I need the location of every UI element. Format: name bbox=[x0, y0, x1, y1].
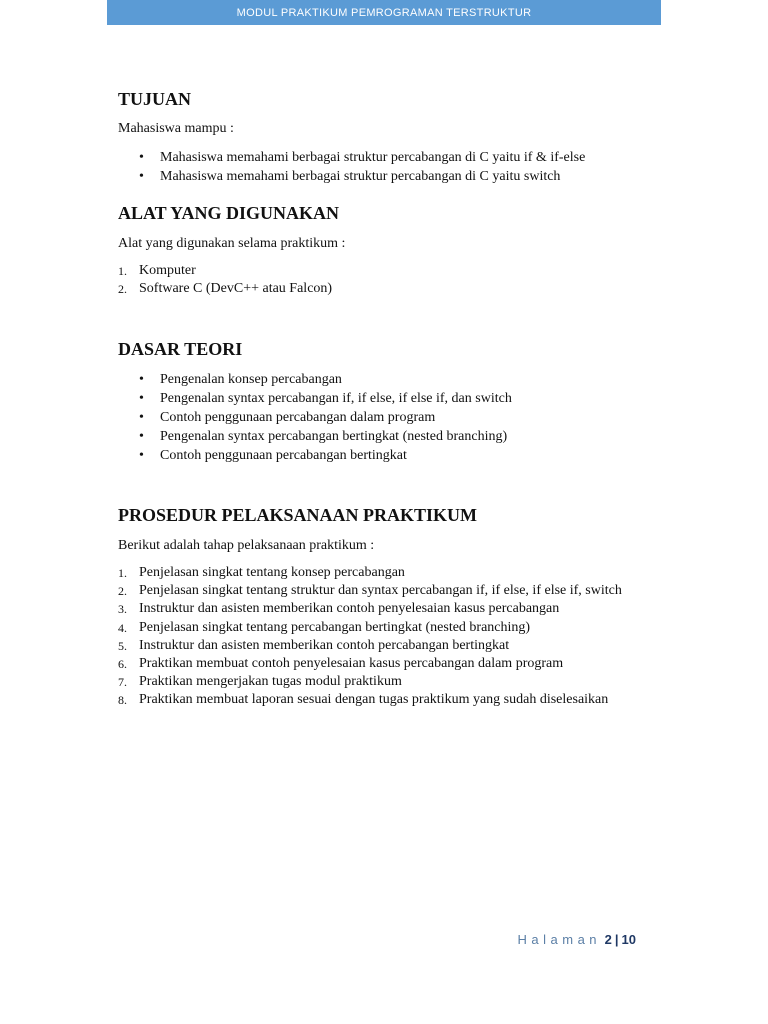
prosedur-intro: Berikut adalah tahap pelaksanaan praktikum : bbox=[118, 538, 375, 553]
alat-list bbox=[118, 262, 332, 298]
tujuan-list bbox=[118, 148, 585, 186]
list-item: 1. Penjelasan singkat tentang konsep percabangan bbox=[118, 565, 405, 580]
list-item: 5. Instruktur dan asisten memberikan contoh percabangan bertingkat bbox=[118, 637, 510, 653]
heading-dasar-teori: DASAR TEORI bbox=[118, 339, 243, 359]
list-item: • Contoh penggunaan percabangan dalam program bbox=[118, 408, 512, 427]
tujuan-intro: Mahasiswa mampu : bbox=[118, 121, 234, 136]
list-item: • Mahasiswa memahami berbagai struktur percabangan di C yaitu switch bbox=[118, 167, 585, 186]
footer-page-total: 10 bbox=[621, 932, 636, 947]
footer-separator: | bbox=[614, 932, 619, 947]
dasar-list bbox=[118, 370, 512, 465]
alat-intro: Alat yang digunakan selama praktikum : bbox=[118, 236, 346, 251]
heading-alat: ALAT YANG DIGUNAKAN bbox=[118, 203, 340, 223]
list-item: 2. Software C (DevC++ atau Falcon) bbox=[118, 281, 333, 297]
list-item: 8. Praktikan membuat laporan sesuai dengan tugas praktikum yang sudah diselesaikan bbox=[118, 692, 609, 708]
list-item: 1. Komputer bbox=[118, 263, 196, 278]
prosedur-list bbox=[118, 564, 622, 710]
footer-page-word: Halaman bbox=[517, 932, 602, 947]
page-footer bbox=[518, 932, 637, 947]
footer-page-number: 2 bbox=[604, 932, 612, 947]
running-header bbox=[107, 0, 661, 25]
list-item: 2. Penjelasan singkat tentang struktur dan syntax percabangan if, if else, if else if, switch bbox=[118, 583, 622, 599]
list-item: • Pengenalan konsep percabangan bbox=[118, 370, 512, 389]
list-item: 4. Penjelasan singkat tentang percabangan bertingkat (nested branching) bbox=[118, 619, 531, 635]
heading-tujuan: TUJUAN bbox=[118, 89, 192, 109]
list-item: • Contoh penggunaan percabangan bertingkat bbox=[118, 446, 512, 465]
list-item: 6. Praktikan membuat contoh penyelesaian kasus percabangan dalam program bbox=[118, 655, 564, 671]
heading-prosedur: PROSEDUR PELAKSANAAN PRAKTIKUM bbox=[118, 505, 478, 525]
list-item: • Mahasiswa memahami berbagai struktur percabangan di C yaitu if & if-else bbox=[118, 148, 585, 167]
header-title: MODUL PRAKTIKUM PEMROGRAMAN TERSTRUKTUR bbox=[236, 6, 532, 19]
list-item: • Pengenalan syntax percabangan bertingkat (nested branching) bbox=[118, 427, 512, 446]
list-item: 3. Instruktur dan asisten memberikan contoh penyelesaian kasus percabangan bbox=[118, 601, 560, 617]
list-item: 7. Praktikan mengerjakan tugas modul praktikum bbox=[118, 674, 402, 690]
list-item: • Pengenalan syntax percabangan if, if else, if else if, dan switch bbox=[118, 389, 512, 408]
